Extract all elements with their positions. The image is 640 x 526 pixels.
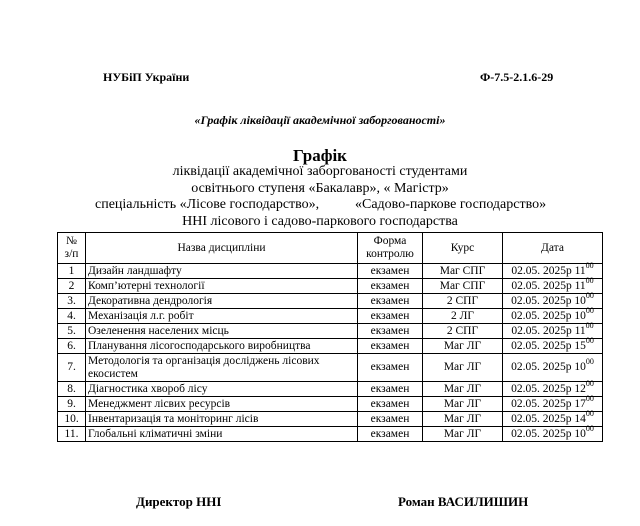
cell-discipline: Озеленення населених місць (86, 324, 358, 339)
hour-minutes: 00 (585, 275, 594, 285)
table-row (58, 397, 603, 412)
table-row (58, 324, 603, 339)
date-text: 02.05. 2025р 11 (511, 264, 586, 277)
cell-control-form: екзамен (358, 294, 423, 309)
hour-minutes: 00 (585, 320, 594, 330)
cell-discipline: Методологія та організація досліджень лісових екосистем (86, 354, 358, 382)
cell-number: 2 (58, 279, 86, 294)
cell-course: 2 ЛГ (423, 309, 503, 324)
cell-discipline: Дизайн ландшафту (86, 264, 358, 279)
hour-minutes: 00 (585, 408, 594, 418)
cell-discipline: Планування лісогосподарського виробництва (86, 339, 358, 354)
hour-minutes: 00 (585, 305, 594, 315)
hour-minutes: 00 (585, 290, 594, 300)
signature-title: Директор ННІ (136, 494, 222, 509)
cell-number: 7. (58, 354, 86, 382)
header-course: Курс (423, 233, 503, 264)
cell-discipline: Діагностика хвороб лісу (86, 382, 358, 397)
date-text: 02.05. 2025р 10 (511, 309, 586, 322)
title-line-2: освітнього ступеня «Бакалавр», « Магістр» (191, 181, 449, 196)
title-line-1: ліквідації академічної заборгованості студентами (172, 164, 468, 179)
organization-name: НУБіП України (103, 70, 190, 84)
hour-minutes: 00 (585, 393, 594, 403)
cell-number: 5. (58, 324, 86, 339)
cell-control-form: екзамен (358, 279, 423, 294)
table-row (58, 339, 603, 354)
date-text: 02.05. 2025р 15 (511, 339, 586, 352)
cell-control-form: екзамен (358, 264, 423, 279)
table-row (58, 427, 603, 442)
cell-date (503, 335, 603, 354)
cell-discipline: Глобальні кліматичні зміни (86, 427, 358, 442)
date-text: 02.05. 2025р 10 (511, 361, 586, 373)
cell-course: Маг ЛГ (423, 382, 503, 397)
hour-minutes: 00 (585, 260, 594, 270)
date-text: 02.05. 2025р 17 (511, 397, 586, 410)
date-text: 02.05. 2025р 14 (511, 412, 586, 425)
table-row (58, 264, 603, 279)
table-row (58, 294, 603, 309)
cell-course: Маг ЛГ (423, 427, 503, 442)
table-row (58, 382, 603, 397)
cell-course: 2 СПГ (423, 324, 503, 339)
table-row (58, 412, 603, 427)
cell-course: Маг СПГ (423, 279, 503, 294)
cell-course: 2 СПГ (423, 294, 503, 309)
cell-discipline: Менеджмент лісвих ресурсів (86, 397, 358, 412)
table-row (58, 279, 603, 294)
cell-number: 4. (58, 309, 86, 324)
table-header-row (58, 233, 603, 264)
cell-number: 6. (58, 339, 86, 354)
cell-number: 9. (58, 397, 86, 412)
document-title: Графік (293, 146, 347, 165)
header-date: Дата (503, 233, 603, 264)
header-discipline: Назва дисципліни (86, 233, 358, 264)
signature-name: Роман ВАСИЛИШИН (398, 494, 529, 509)
hour-minutes: 00 (585, 335, 594, 345)
cell-number: 11. (58, 427, 86, 442)
cell-number: 8. (58, 382, 86, 397)
date-text: 02.05. 2025р 11 (511, 324, 586, 337)
title-line-4: ННІ лісового і садово-паркового господарства (182, 214, 458, 229)
cell-course: Маг СПГ (423, 264, 503, 279)
cell-control-form: екзамен (358, 354, 423, 382)
cell-discipline: Механізація л.г. робіт (86, 309, 358, 324)
cell-control-form: екзамен (358, 339, 423, 354)
hour-minutes: 00 (585, 378, 594, 388)
date-text: 02.05. 2025р 11 (511, 279, 586, 292)
cell-date (503, 354, 603, 382)
cell-control-form: екзамен (358, 382, 423, 397)
cell-course: Маг ЛГ (423, 397, 503, 412)
specialty-landscape: «Садово-паркове господарство» (355, 197, 547, 212)
cell-control-form: екзамен (358, 324, 423, 339)
date-text: 02.05. 2025р 10 (511, 427, 586, 440)
hour-minutes: 00 (585, 423, 594, 433)
header-number: № з/п (58, 233, 86, 264)
schedule-table (57, 232, 603, 442)
cell-course: Маг ЛГ (423, 339, 503, 354)
cell-control-form: екзамен (358, 427, 423, 442)
cell-control-form: екзамен (358, 397, 423, 412)
table-row (58, 309, 603, 324)
form-code: Ф-7.5-2.1.6-29 (480, 70, 554, 84)
cell-discipline: Декоративна дендрологія (86, 294, 358, 309)
cell-course: Маг ЛГ (423, 412, 503, 427)
cell-control-form: екзамен (358, 309, 423, 324)
header-control-form: Форма контролю (358, 233, 423, 264)
date-text: 02.05. 2025р 10 (511, 294, 586, 307)
cell-discipline: Інвентаризація та моніторинг лісів (86, 412, 358, 427)
cell-date (503, 423, 603, 442)
specialty-forestry: спеціальність «Лісове господарство», (95, 197, 320, 212)
cell-number: 1 (58, 264, 86, 279)
table-row (58, 354, 603, 382)
cell-control-form: екзамен (358, 412, 423, 427)
cell-course: Маг ЛГ (423, 354, 503, 382)
document-subtitle: «Графік ліквідації академічної заборгованості» (194, 113, 446, 127)
cell-number: 10. (58, 412, 86, 427)
date-text: 02.05. 2025р 12 (511, 382, 586, 395)
hour-minutes: 00 (585, 357, 594, 367)
cell-number: 3. (58, 294, 86, 309)
cell-discipline: Комп’ютерні технології (86, 279, 358, 294)
